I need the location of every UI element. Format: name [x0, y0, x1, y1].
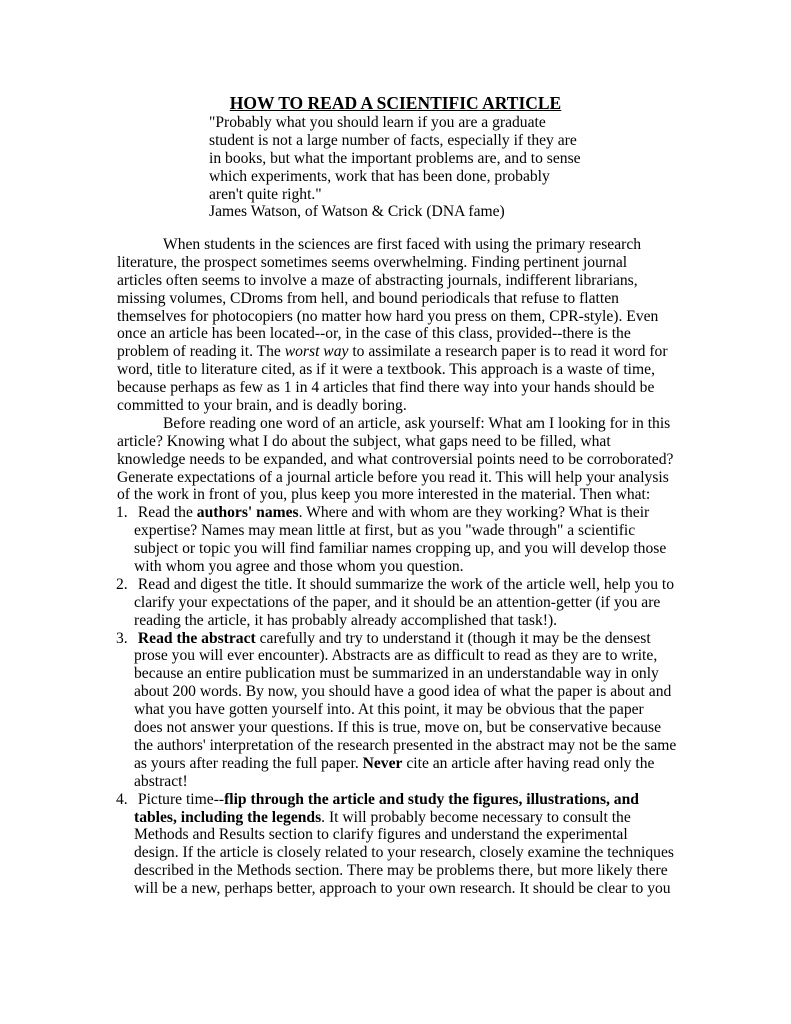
- text-span: problem of reading it. The: [117, 343, 285, 361]
- document-title: HOW TO READ A SCIENTIFIC ARTICLE: [229, 93, 562, 113]
- list-number: 4.: [116, 790, 128, 808]
- list-item-title: [117, 576, 687, 630]
- article-body: [117, 236, 687, 898]
- text-line: Generate expectations of a journal article before you read it. This will help your analysis: [117, 468, 669, 486]
- text-line: clarify your expectations of the paper, and it should be an attention-getter (if you are: [134, 593, 661, 611]
- text-line: with whom you agree and those whom you question.: [134, 558, 464, 576]
- text-line: design. If the article is closely related to your research, closely examine the techniques: [134, 844, 674, 862]
- text-span: . It will probably become necessary to consult the: [321, 808, 631, 826]
- text-line: does not answer your questions. If this is true, move on, but be conservative because: [134, 719, 662, 737]
- quote-line: "Probably what you should learn if you are a graduate: [209, 114, 546, 131]
- paragraph-intro: [117, 236, 687, 415]
- text-line: literature, the prospect sometimes seems overwhelming. Finding pertinent journal: [117, 253, 628, 271]
- quote-line: aren't quite right.": [209, 185, 322, 203]
- list-number: 2.: [116, 575, 128, 593]
- text-span: Read the: [137, 504, 197, 522]
- text-line: [117, 343, 687, 361]
- bold-legends: tables, including the legends: [134, 808, 322, 826]
- text-span: to assimilate a research paper is to read it word for: [348, 343, 668, 361]
- list-item-figures: [117, 791, 687, 898]
- paragraph-before-reading: [117, 415, 687, 504]
- text-line: article? Knowing what I do about the subject, what gaps need to be filled, what: [117, 432, 611, 450]
- text-line: about 200 words. By now, you should have a good idea of what the paper is about and: [134, 683, 672, 701]
- text-line: [134, 504, 687, 522]
- text-line: Before reading one word of an article, ask yourself: What am I looking for in this: [163, 414, 671, 432]
- text-span: cite an article after having read only the: [402, 754, 655, 772]
- quote-line: student is not a large number of facts, especially if they are: [209, 131, 577, 149]
- text-line: once an article has been located--or, in the case of this class, provided--there is the: [117, 325, 631, 343]
- bold-flip-through: flip through the article and study the figures, illustrations, and: [224, 790, 639, 808]
- list-number: 1.: [116, 504, 128, 522]
- text-line: because an entire publication must be summarized in an understandable way in only: [134, 665, 659, 683]
- text-line: [134, 755, 687, 773]
- text-line: articles often seems to involve a maze of abstracting journals, indifferent librarians,: [117, 271, 638, 289]
- quote-line: in books, but what the important problems are, and to sense: [209, 149, 581, 167]
- bold-read-abstract: Read the abstract: [137, 629, 256, 647]
- epigraph-quote: [209, 114, 629, 221]
- text-line: Methods and Results section to clarify figures and understand the experimental: [134, 826, 628, 844]
- text-span: as yours after reading the full paper.: [134, 754, 363, 772]
- list-item-abstract: [117, 630, 687, 791]
- list-number: 3.: [116, 629, 128, 647]
- text-line: subject or topic you will find familiar names cropping up, and you will develop those: [134, 540, 667, 558]
- text-line: reading the article, it has probably already accomplished that task!).: [134, 611, 558, 629]
- text-line: what you have gotten yourself into. At this point, it may be obvious that the paper: [134, 701, 644, 719]
- list-item-authors: [117, 504, 687, 576]
- text-line: When students in the sciences are first faced with using the primary research: [163, 236, 642, 253]
- text-line: word, title to literature cited, as if it were a textbook. This approach is a waste of time,: [117, 361, 655, 379]
- emphasis-worst-way: worst way: [284, 343, 349, 361]
- text-line: the authors' interpretation of the research presented in the abstract may not be the same: [134, 736, 677, 754]
- quote-line: which experiments, work that has been done, probably: [209, 167, 550, 185]
- text-line: expertise? Names may mean little at first, but as you "wade through" a scientific: [134, 522, 636, 540]
- text-span: Picture time--: [137, 790, 225, 808]
- text-line: missing volumes, CDroms from hell, and bound periodicals that refuse to flatten: [117, 289, 619, 307]
- text-line: abstract!: [134, 772, 188, 790]
- text-line: [134, 630, 687, 648]
- text-line: [134, 576, 687, 594]
- text-line: because perhaps as few as 1 in 4 articles that find there way into your hands should be: [117, 379, 655, 397]
- text-span: carefully and try to understand it (though it may be the densest: [255, 629, 651, 647]
- text-line: prose you will ever encounter). Abstracts are as difficult to read as they are to write,: [134, 647, 658, 665]
- text-line: [134, 791, 687, 809]
- text-line: described in the Methods section. There may be problems there, but more likely there: [134, 862, 668, 880]
- quote-attribution: James Watson, of Watson & Crick (DNA fame): [209, 203, 505, 221]
- text-line: of the work in front of you, plus keep you more interested in the material. Then what:: [117, 486, 651, 504]
- text-line: will be a new, perhaps better, approach to your own research. It should be clear to you: [134, 880, 671, 898]
- text-line: knowledge needs to be expanded, and what controversial points need to be corroborated?: [117, 450, 674, 468]
- text-span: Read and digest the title. It should summarize the work of the article well, help you to: [137, 575, 675, 593]
- text-line: themselves for photocopiers (no matter how hard you press on them, CPR-style). Even: [117, 307, 659, 325]
- text-line: committed to your brain, and is deadly boring.: [117, 397, 407, 415]
- bold-authors-names: authors' names: [196, 504, 299, 522]
- text-line: [134, 809, 687, 827]
- text-span: . Where and with whom are they working? What is their: [298, 504, 650, 522]
- bold-never: Never: [362, 754, 403, 772]
